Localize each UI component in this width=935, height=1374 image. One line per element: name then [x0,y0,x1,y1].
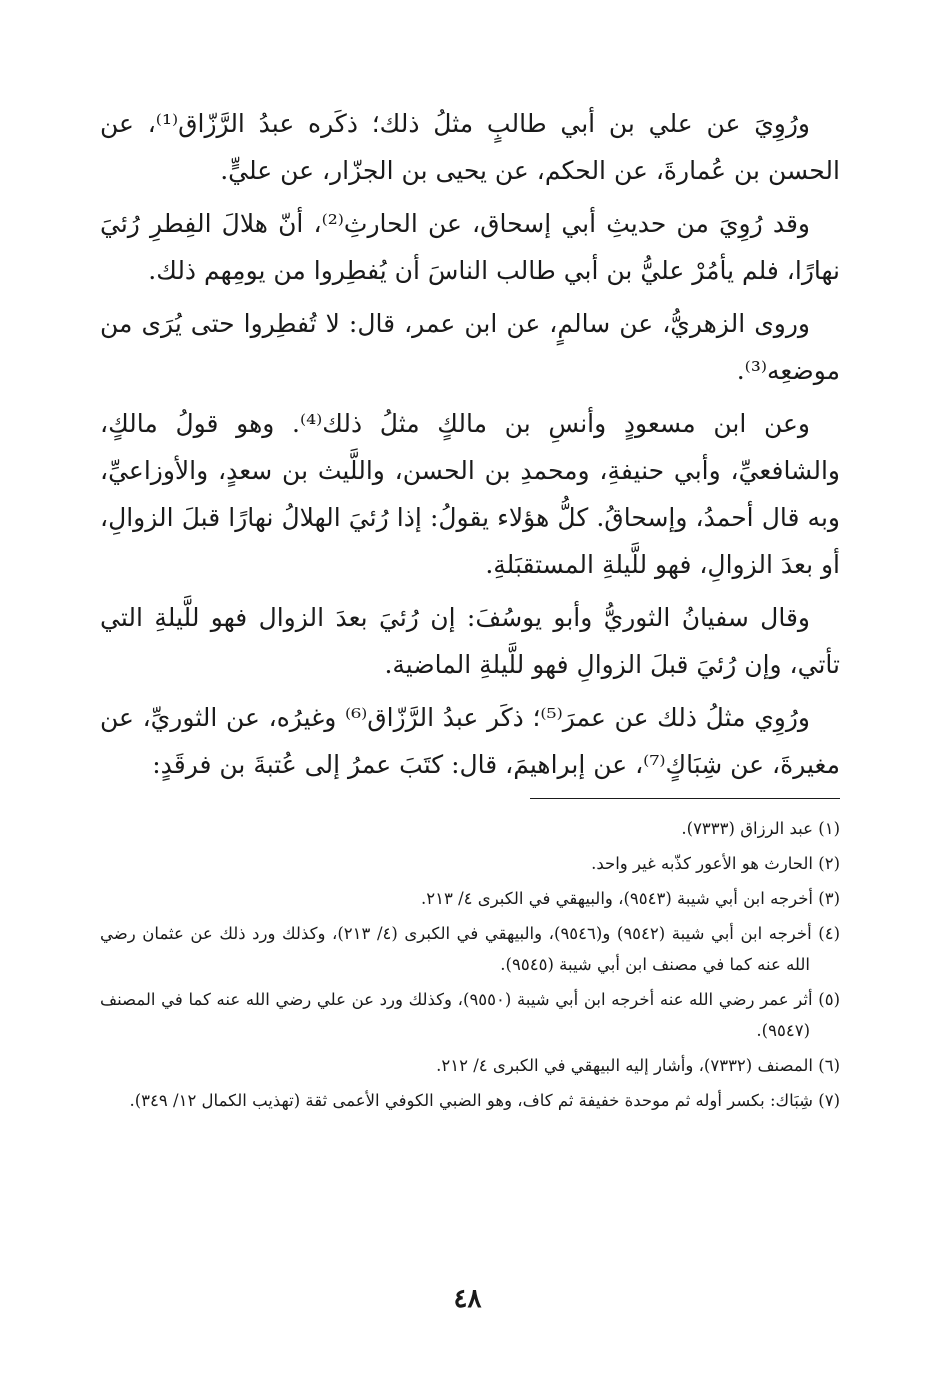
main-text [100,100,840,788]
paragraph: وقال سفيانُ الثوريُّ وأبو يوسُفَ: إن رُئيَ بعدَ الزوال فهو للَّيلةِ التي تأتي، وإن رُئيَ قبلَ الزوالِ فهو للَّيلةِ الماضية. [100,603,840,679]
footnotes [100,813,840,1116]
footnote: (١) عبد الرزاق (٧٣٣٣). [681,819,840,838]
footnote: (٢) الحارث هو الأعور كذّبه غير واحد. [591,854,840,873]
footnote: (٤) أخرجه ابن أبي شيبة (٩٥٤٢) و(٩٥٤٦)، والبيهقي في الكبرى (٤/ ٢١٣)، وكذلك ورد ذلك عن عثمان رضي الله عنه كما في مصنف ابن أبي شيبة (٩٥٤٥). [100,924,841,974]
page-number: ٤٨ [453,1284,482,1314]
page-content [100,100,840,1120]
footnote: (٣) أخرجه ابن أبي شيبة (٩٥٤٣)، والبيهقي في الكبرى ٤/ ٢١٣. [421,889,840,908]
footnote-separator [530,798,840,799]
paragraph: وقد رُوِيَ من حديثِ أبي إسحاق، عن الحارثِ⁽²⁾، أنّ هلالَ الفِطرِ رُئيَ نهارًا، فلم يأمُرْ عليُّ بن أبي طالب الناسَ أن يُفطِروا من يومِهم ذلك. [100,209,840,285]
paragraph: ورُوِيَ عن علي بن أبي طالبٍ مثلُ ذلك؛ ذكَره عبدُ الرَّزّاق⁽¹⁾، عن الحسن بن عُمارةَ، عن الحكم، عن يحيى بن الجزّار، عن عليٍّ. [100,109,840,185]
paragraph: وعن ابن مسعودٍ وأنسِ بن مالكٍ مثلُ ذلك⁽⁴⁾. وهو قولُ مالكٍ، والشافعيِّ، وأبي حنيفةِ، ومحمدِ بن الحسن، واللَّيث بن سعدٍ، والأوزاعيِّ، وبه قال أحمدُ، وإسحاقُ. كلُّ هؤلاء يقولُ: إذا رُئيَ الهلالُ نهارًا قبلَ الزوالِ، أو بعدَ الزوالِ، فهو للَّيلةِ المستقبَلةِ. [100,409,840,579]
paragraph: ورُوِي مثلُ ذلك عن عمرَ⁽⁵⁾؛ ذكَر عبدُ الرَّزّاق⁽⁶⁾ وغيرُه، عن الثوريِّ، عن مغيرةَ، عن شِبَاكٍ⁽⁷⁾، عن إبراهيمَ، قال: كتَبَ عمرُ إلى عُتبةَ بن فرقَدٍ: [100,703,840,779]
footnote: (٥) أثر عمر رضي الله عنه أخرجه ابن أبي شيبة (٩٥٥٠)، وكذلك ورد عن علي رضي الله عنه كما في المصنف (٩٥٤٧). [100,990,840,1040]
footnote: (٦) المصنف (٧٣٣٢)، وأشار إليه البيهقي في الكبرى ٤/ ٢١٢. [436,1056,840,1075]
footnote: (٧) شِبَاك: بكسر أوله ثم موحدة خفيفة ثم كاف، وهو الضبي الكوفي الأعمى ثقة (تهذيب الكمال ١٢/ ٣٤٩). [129,1091,840,1110]
paragraph: وروى الزهريُّ، عن سالمٍ، عن ابن عمر، قال: لا تُفطِروا حتى يُرَى من موضعِه⁽³⁾. [100,309,840,385]
